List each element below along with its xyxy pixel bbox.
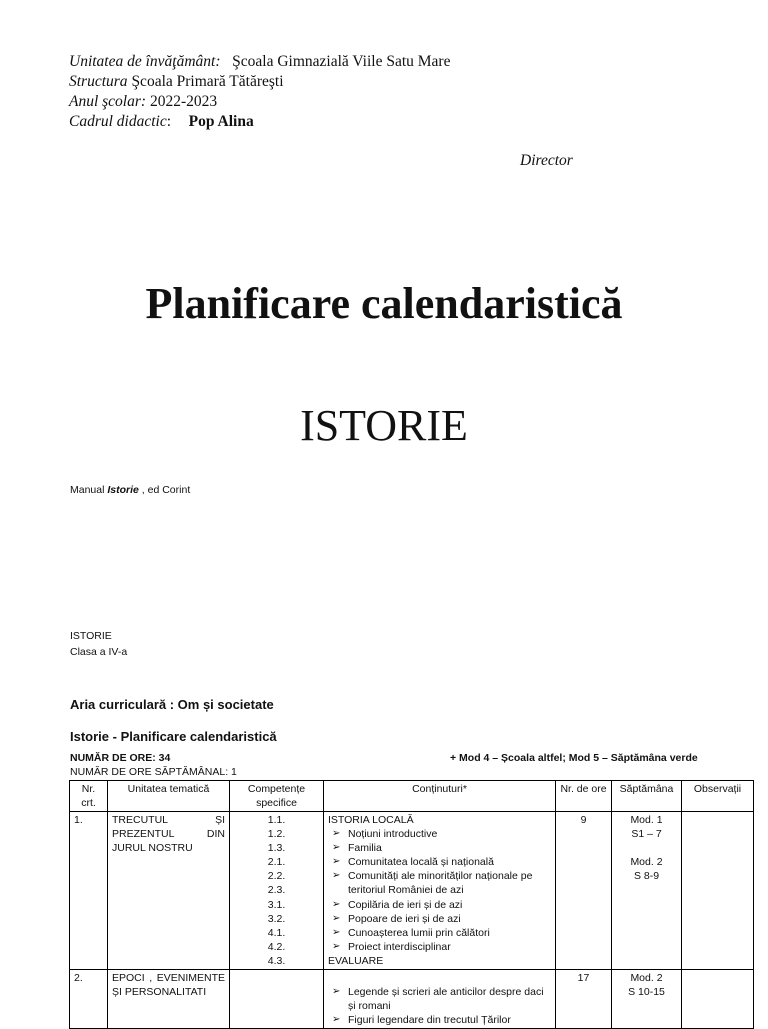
structure-label: Structura: [69, 73, 128, 90]
unit-line: JURUL NOSTRU: [112, 842, 193, 854]
list-item: ➢ Proiect interdisciplinar: [332, 940, 451, 953]
arrow-bullet-icon: ➢: [332, 828, 341, 840]
manual-prefix: Manual: [70, 484, 108, 496]
list-item: ➢ Legende și scrieri ale anticilor despre daci și romani: [332, 986, 544, 1013]
unit-line: TRECUTUL ȘI: [112, 814, 225, 826]
unit-value: Şcoala Gimnazială Viile Satu Mare: [232, 53, 451, 70]
thematic-unit: [108, 970, 230, 1029]
unit-line: PREZENTUL DIN: [112, 828, 225, 840]
list-item: ➢ Familia: [332, 842, 382, 855]
structure-line: [69, 72, 450, 92]
col-header-competences: Competențe specifice: [230, 781, 324, 812]
col-header-unit: Unitatea tematică: [108, 781, 230, 812]
subject-small: ISTORIE: [70, 630, 112, 642]
curricular-area: Aria curriculară : Om și societate: [70, 697, 274, 712]
content-evaluation: EVALUARE: [328, 954, 384, 967]
competences-cell: [230, 970, 324, 1029]
row-number: 2.: [70, 970, 108, 1029]
hours-cell: 9: [556, 812, 612, 970]
header-block: [69, 52, 450, 132]
competence: 2.3.: [267, 884, 286, 897]
list-item: ➢ Popoare de ieri și de azi: [332, 912, 461, 925]
col-header-content: Conținuturi*: [324, 781, 556, 812]
list-item: ➢ Cunoașterea lumii prin călători: [332, 926, 490, 939]
week-range: S 8-9: [633, 870, 660, 882]
table-header-row: [70, 781, 754, 812]
content-cell: [324, 812, 556, 970]
arrow-bullet-icon: ➢: [332, 842, 341, 854]
teacher-name: Pop Alina: [188, 113, 254, 130]
arrow-bullet-icon: ➢: [332, 940, 341, 952]
manual-line: [70, 484, 190, 496]
arrow-bullet-icon: ➢: [332, 898, 341, 910]
teacher-line: Cadrul didactic: Pop Alina: [69, 113, 254, 130]
col-header-week: Săptămâna: [612, 781, 682, 812]
observations-cell: [682, 970, 754, 1029]
hours-cell: 17: [556, 970, 612, 1029]
year-value: 2022-2023: [149, 93, 218, 110]
observations-cell: [682, 812, 754, 970]
col-header-nr: Nr. crt.: [70, 781, 108, 812]
content-cell: [324, 970, 556, 1029]
competence: 3.2.: [267, 912, 286, 925]
hours-weekly: NUMĂR DE ORE SĂPTĂMÂNAL: 1: [70, 766, 237, 778]
competence: 2.1.: [267, 856, 286, 869]
arrow-bullet-icon: ➢: [332, 1014, 341, 1026]
table-row: [70, 970, 754, 1029]
list-item: ➢ Comunități ale minorităților naționale pe teritoriul României de azi: [332, 870, 533, 897]
plan-heading: Istorie - Planificare calendaristică: [70, 729, 277, 744]
structure-value: Şcoala Primară Tătăreşti: [131, 73, 284, 90]
competence: 1.1.: [267, 814, 286, 826]
manual-book: Istorie: [107, 484, 139, 496]
list-item: ➢ Comunitatea locală și națională: [332, 856, 494, 869]
week-module: Mod. 1: [630, 814, 663, 826]
school-year-line: [69, 92, 450, 112]
competence: 2.2.: [267, 870, 286, 883]
unit-label: Unitatea de învăţământ: [69, 53, 216, 70]
list-item: ➢ Noțiuni introductive: [332, 828, 438, 841]
document-title: Planificare calendaristică: [145, 279, 623, 328]
content-list: [328, 985, 551, 1027]
planning-table: [69, 780, 754, 1029]
arrow-bullet-icon: ➢: [332, 986, 341, 998]
week-range: S1 – 7: [631, 828, 662, 840]
class-label: Clasa a IV-a: [70, 646, 128, 658]
row-number: 1.: [70, 812, 108, 970]
col-header-hours: Nr. de ore: [556, 781, 612, 812]
competence: 3.1.: [267, 898, 286, 911]
table-row: [70, 812, 754, 970]
list-item: ➢ Figuri legendare din trecutul Țărilor: [332, 1014, 511, 1027]
competence: 4.3.: [267, 954, 286, 967]
year-label: Anul şcolar:: [69, 93, 147, 110]
list-item: ➢ Copilăria de ieri și de azi: [332, 898, 463, 911]
hours-total: NUMĂR DE ORE: 34: [70, 752, 171, 764]
competences-cell: [230, 812, 324, 970]
week-range: S 10-15: [628, 986, 665, 999]
week-module: Mod. 2: [630, 972, 663, 985]
teacher-label: Cadrul didactic: [69, 113, 167, 130]
col-header-observations: Observații: [682, 781, 754, 812]
competence: 1.3.: [267, 842, 286, 855]
director-label: Director: [520, 152, 573, 169]
manual-suffix: , ed Corint: [138, 484, 191, 496]
unit-line: ȘI PERSONALITATI: [112, 986, 207, 999]
unit-line: EPOCI , EVENIMENTE: [112, 972, 225, 985]
competence: 1.2.: [267, 828, 286, 841]
modules-note: + Mod 4 – Școala altfel; Mod 5 – Săptămâna verde: [450, 752, 698, 764]
competence: 4.2.: [267, 940, 286, 953]
arrow-bullet-icon: ➢: [332, 912, 341, 924]
arrow-bullet-icon: ➢: [332, 870, 341, 882]
competence: 4.1.: [267, 926, 286, 939]
school-unit-line: Unitatea de învăţământ: Şcoala Gimnazială Viile Satu Mare: [69, 53, 451, 70]
arrow-bullet-icon: ➢: [332, 926, 341, 938]
subject-title: ISTORIE: [300, 401, 468, 450]
week-cell: [612, 970, 682, 1029]
content-list: [328, 827, 551, 954]
thematic-unit: [108, 812, 230, 970]
week-cell: [612, 812, 682, 970]
week-module: Mod. 2: [630, 856, 663, 868]
content-title: ISTORIA LOCALĂ: [328, 814, 414, 826]
arrow-bullet-icon: ➢: [332, 856, 341, 868]
